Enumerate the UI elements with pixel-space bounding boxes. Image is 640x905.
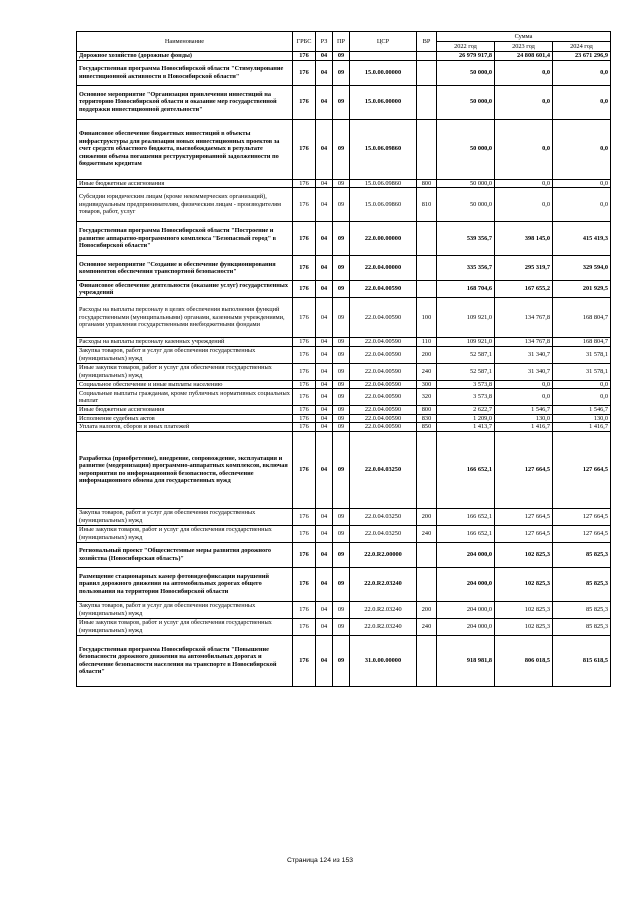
header-pr: ПР bbox=[333, 32, 350, 52]
table-row bbox=[77, 414, 611, 423]
row-amount-2024: 127 664,5 bbox=[553, 431, 611, 508]
row-amount-2024: 31 578,1 bbox=[553, 363, 611, 380]
row-grbs: 176 bbox=[293, 338, 316, 347]
row-csr: 15.0.06.09860 bbox=[350, 188, 417, 222]
row-amount-2024: 1 416,7 bbox=[553, 423, 611, 432]
row-pr: 09 bbox=[333, 601, 350, 618]
row-pr: 09 bbox=[333, 188, 350, 222]
row-csr: 15.0.06.09860 bbox=[350, 119, 417, 179]
row-amount-2022: 52 587,1 bbox=[437, 346, 495, 363]
row-name: Размещение стационарных камер фотовидеофиксации нарушений правил дорожного движения на автомобильных дорогах общего пользования на территории Новосибирской области bbox=[77, 567, 293, 601]
table-row bbox=[77, 188, 611, 222]
row-rz: 04 bbox=[316, 346, 333, 363]
table-row bbox=[77, 389, 611, 406]
row-amount-2024: 0,0 bbox=[553, 119, 611, 179]
row-amount-2023: 102 825,3 bbox=[495, 567, 553, 601]
row-grbs: 176 bbox=[293, 188, 316, 222]
table-row bbox=[77, 256, 611, 281]
row-amount-2023: 134 767,8 bbox=[495, 338, 553, 347]
header-csr: ЦСР bbox=[350, 32, 417, 52]
header-year-2022: 2022 год bbox=[437, 42, 495, 52]
row-csr: 22.0.R2.03240 bbox=[350, 601, 417, 618]
row-amount-2023: 0,0 bbox=[495, 119, 553, 179]
row-csr: 31.0.00.00000 bbox=[350, 635, 417, 686]
row-amount-2024: 127 664,5 bbox=[553, 508, 611, 525]
row-vr bbox=[417, 635, 437, 686]
row-amount-2023: 0,0 bbox=[495, 389, 553, 406]
table-row bbox=[77, 85, 611, 119]
row-grbs: 176 bbox=[293, 85, 316, 119]
row-pr: 09 bbox=[333, 179, 350, 188]
row-amount-2022: 26 979 917,8 bbox=[437, 52, 495, 61]
row-amount-2023: 127 664,5 bbox=[495, 525, 553, 542]
row-rz: 04 bbox=[316, 567, 333, 601]
row-amount-2022: 204 000,0 bbox=[437, 542, 495, 567]
row-vr bbox=[417, 52, 437, 61]
row-csr: 22.0.04.00000 bbox=[350, 256, 417, 281]
row-amount-2022: 50 000,0 bbox=[437, 60, 495, 85]
row-grbs: 176 bbox=[293, 389, 316, 406]
row-grbs: 176 bbox=[293, 52, 316, 61]
row-amount-2023: 102 825,3 bbox=[495, 601, 553, 618]
row-amount-2022: 3 573,8 bbox=[437, 389, 495, 406]
row-amount-2023: 0,0 bbox=[495, 85, 553, 119]
row-amount-2023: 1 416,7 bbox=[495, 423, 553, 432]
table-row bbox=[77, 406, 611, 415]
table-row bbox=[77, 119, 611, 179]
table-row bbox=[77, 431, 611, 508]
row-grbs: 176 bbox=[293, 60, 316, 85]
row-rz: 04 bbox=[316, 618, 333, 635]
row-amount-2023: 0,0 bbox=[495, 188, 553, 222]
row-amount-2023: 0,0 bbox=[495, 179, 553, 188]
row-amount-2022: 50 000,0 bbox=[437, 188, 495, 222]
row-pr: 09 bbox=[333, 60, 350, 85]
row-vr: 240 bbox=[417, 363, 437, 380]
row-amount-2024: 85 825,3 bbox=[553, 567, 611, 601]
row-vr bbox=[417, 85, 437, 119]
row-amount-2024: 415 419,3 bbox=[553, 222, 611, 256]
row-amount-2023: 1 546,7 bbox=[495, 406, 553, 415]
row-rz: 04 bbox=[316, 542, 333, 567]
row-grbs: 176 bbox=[293, 406, 316, 415]
row-vr: 320 bbox=[417, 389, 437, 406]
row-amount-2023: 398 145,0 bbox=[495, 222, 553, 256]
row-rz: 04 bbox=[316, 188, 333, 222]
row-name: Основное мероприятие "Создание и обеспечение функционирования компонентов обеспечения транспортной безопасности" bbox=[77, 256, 293, 281]
row-vr: 300 bbox=[417, 380, 437, 389]
row-csr: 22.0.04.00590 bbox=[350, 389, 417, 406]
row-amount-2022: 539 356,7 bbox=[437, 222, 495, 256]
table-row bbox=[77, 423, 611, 432]
row-pr: 09 bbox=[333, 423, 350, 432]
row-amount-2022: 1 209,0 bbox=[437, 414, 495, 423]
row-amount-2022: 168 704,6 bbox=[437, 281, 495, 298]
row-vr bbox=[417, 542, 437, 567]
row-grbs: 176 bbox=[293, 298, 316, 338]
table-row bbox=[77, 338, 611, 347]
row-pr: 09 bbox=[333, 406, 350, 415]
row-vr: 200 bbox=[417, 601, 437, 618]
row-pr: 09 bbox=[333, 389, 350, 406]
row-pr: 09 bbox=[333, 542, 350, 567]
row-csr: 22.0.R2.03240 bbox=[350, 618, 417, 635]
row-rz: 04 bbox=[316, 52, 333, 61]
table-row bbox=[77, 635, 611, 686]
budget-sheet bbox=[76, 31, 610, 687]
row-amount-2023: 0,0 bbox=[495, 60, 553, 85]
row-rz: 04 bbox=[316, 423, 333, 432]
row-amount-2024: 23 671 296,9 bbox=[553, 52, 611, 61]
row-pr: 09 bbox=[333, 508, 350, 525]
row-amount-2023: 127 664,5 bbox=[495, 508, 553, 525]
row-rz: 04 bbox=[316, 222, 333, 256]
row-name: Государственная программа Новосибирской области "Повышение безопасности дорожного движения на автомобильных дорогах и обеспечение безопасности населения на транспорте в Новосибирской области" bbox=[77, 635, 293, 686]
row-amount-2022: 50 000,0 bbox=[437, 119, 495, 179]
row-name: Финансовое обеспечение бюджетных инвестиций в объекты инфраструктуры для реализации новых инвестиционных проектов за счет средств областного бюджета, высвобождаемых в результате снижения объема погашения реструктурированной задолженности по бюджетным кредитам bbox=[77, 119, 293, 179]
row-amount-2023: 806 018,5 bbox=[495, 635, 553, 686]
table-row bbox=[77, 525, 611, 542]
row-rz: 04 bbox=[316, 338, 333, 347]
row-amount-2023: 130,0 bbox=[495, 414, 553, 423]
row-grbs: 176 bbox=[293, 431, 316, 508]
row-amount-2024: 168 804,7 bbox=[553, 338, 611, 347]
row-rz: 04 bbox=[316, 414, 333, 423]
row-amount-2022: 52 587,1 bbox=[437, 363, 495, 380]
row-amount-2023: 31 340,7 bbox=[495, 346, 553, 363]
row-amount-2024: 85 825,3 bbox=[553, 542, 611, 567]
row-grbs: 176 bbox=[293, 508, 316, 525]
row-vr bbox=[417, 222, 437, 256]
table-row bbox=[77, 281, 611, 298]
row-name: Закупка товаров, работ и услуг для обеспечения государственных (муниципальных) нужд bbox=[77, 346, 293, 363]
row-csr: 22.0.04.00590 bbox=[350, 363, 417, 380]
row-amount-2024: 0,0 bbox=[553, 380, 611, 389]
row-amount-2022: 204 000,0 bbox=[437, 567, 495, 601]
row-grbs: 176 bbox=[293, 363, 316, 380]
row-rz: 04 bbox=[316, 431, 333, 508]
row-grbs: 176 bbox=[293, 635, 316, 686]
row-pr: 09 bbox=[333, 85, 350, 119]
row-amount-2023: 295 319,7 bbox=[495, 256, 553, 281]
row-vr: 810 bbox=[417, 188, 437, 222]
row-vr: 800 bbox=[417, 406, 437, 415]
row-grbs: 176 bbox=[293, 179, 316, 188]
row-csr: 22.0.04.00590 bbox=[350, 380, 417, 389]
row-amount-2024: 0,0 bbox=[553, 85, 611, 119]
row-grbs: 176 bbox=[293, 567, 316, 601]
row-vr bbox=[417, 60, 437, 85]
row-amount-2023: 127 664,5 bbox=[495, 431, 553, 508]
row-grbs: 176 bbox=[293, 346, 316, 363]
row-amount-2022: 1 413,7 bbox=[437, 423, 495, 432]
row-amount-2024: 0,0 bbox=[553, 188, 611, 222]
table-row bbox=[77, 60, 611, 85]
row-amount-2022: 335 356,7 bbox=[437, 256, 495, 281]
header-row bbox=[77, 32, 611, 42]
table-row bbox=[77, 298, 611, 338]
row-name: Социальное обеспечение и иные выплаты населению bbox=[77, 380, 293, 389]
row-vr: 240 bbox=[417, 618, 437, 635]
row-name: Финансовое обеспечение деятельности (оказание услуг) государственных учреждений bbox=[77, 281, 293, 298]
row-vr: 850 bbox=[417, 423, 437, 432]
row-pr: 09 bbox=[333, 525, 350, 542]
row-pr: 09 bbox=[333, 222, 350, 256]
row-amount-2024: 1 546,7 bbox=[553, 406, 611, 415]
row-name: Расходы на выплаты персоналу казенных учреждений bbox=[77, 338, 293, 347]
row-csr: 22.0.04.00590 bbox=[350, 414, 417, 423]
table-row bbox=[77, 618, 611, 635]
row-csr: 22.0.R2.03240 bbox=[350, 567, 417, 601]
row-amount-2022: 204 000,0 bbox=[437, 618, 495, 635]
row-rz: 04 bbox=[316, 179, 333, 188]
row-name: Исполнение судебных актов bbox=[77, 414, 293, 423]
row-amount-2022: 166 652,1 bbox=[437, 431, 495, 508]
row-grbs: 176 bbox=[293, 414, 316, 423]
row-pr: 09 bbox=[333, 363, 350, 380]
row-pr: 09 bbox=[333, 346, 350, 363]
row-csr: 22.0.04.00590 bbox=[350, 423, 417, 432]
page-footer: Страница 124 из 153 bbox=[286, 857, 354, 864]
row-pr: 09 bbox=[333, 618, 350, 635]
row-name: Субсидии юридическим лицам (кроме некоммерческих организаций), индивидуальным предпринимателям, физическим лицам - производителям товаров, работ, услуг bbox=[77, 188, 293, 222]
row-vr bbox=[417, 256, 437, 281]
row-name: Расходы на выплаты персоналу в целях обеспечения выполнения функций государственными (муниципальными) органами, казенными учреждениями, органами управления государственными внебюджетными фондами bbox=[77, 298, 293, 338]
table-row bbox=[77, 380, 611, 389]
row-name: Иные бюджетные ассигнования bbox=[77, 179, 293, 188]
header-vr: ВР bbox=[417, 32, 437, 52]
row-amount-2024: 0,0 bbox=[553, 389, 611, 406]
row-rz: 04 bbox=[316, 380, 333, 389]
row-grbs: 176 bbox=[293, 601, 316, 618]
table-row bbox=[77, 363, 611, 380]
row-csr: 15.0.06.09860 bbox=[350, 179, 417, 188]
row-name: Иные закупки товаров, работ и услуг для обеспечения государственных (муниципальных) нужд bbox=[77, 363, 293, 380]
row-name: Государственная программа Новосибирской области "Построение и развитие аппаратно-программного комплекса "Безопасный город" в Новосибирской области" bbox=[77, 222, 293, 256]
row-amount-2023: 102 825,3 bbox=[495, 542, 553, 567]
row-amount-2022: 166 652,1 bbox=[437, 508, 495, 525]
row-rz: 04 bbox=[316, 635, 333, 686]
row-amount-2024: 201 929,5 bbox=[553, 281, 611, 298]
row-rz: 04 bbox=[316, 256, 333, 281]
row-grbs: 176 bbox=[293, 281, 316, 298]
row-amount-2024: 815 618,5 bbox=[553, 635, 611, 686]
row-vr: 200 bbox=[417, 508, 437, 525]
row-rz: 04 bbox=[316, 298, 333, 338]
table-row bbox=[77, 567, 611, 601]
row-csr: 22.0.04.00590 bbox=[350, 281, 417, 298]
row-pr: 09 bbox=[333, 431, 350, 508]
row-name: Региональный проект "Общесистемные меры развития дорожного хозяйства (Новосибирская область)" bbox=[77, 542, 293, 567]
row-rz: 04 bbox=[316, 389, 333, 406]
table-row bbox=[77, 508, 611, 525]
row-rz: 04 bbox=[316, 601, 333, 618]
row-pr: 09 bbox=[333, 119, 350, 179]
row-name: Основное мероприятие "Организация привлечения инвестиций на территорию Новосибирской области и оказание мер государственной поддержки инвестиционной деятельности" bbox=[77, 85, 293, 119]
row-amount-2022: 50 000,0 bbox=[437, 85, 495, 119]
row-csr: 22.0.R2.00000 bbox=[350, 542, 417, 567]
row-amount-2024: 0,0 bbox=[553, 179, 611, 188]
budget-table bbox=[76, 31, 611, 687]
row-name: Закупка товаров, работ и услуг для обеспечения государственных (муниципальных) нужд bbox=[77, 508, 293, 525]
row-rz: 04 bbox=[316, 119, 333, 179]
row-pr: 09 bbox=[333, 256, 350, 281]
row-pr: 09 bbox=[333, 567, 350, 601]
row-amount-2024: 85 825,3 bbox=[553, 618, 611, 635]
row-grbs: 176 bbox=[293, 423, 316, 432]
row-name: Закупка товаров, работ и услуг для обеспечения государственных (муниципальных) нужд bbox=[77, 601, 293, 618]
row-rz: 04 bbox=[316, 60, 333, 85]
row-amount-2024: 0,0 bbox=[553, 60, 611, 85]
row-csr: 22.0.04.03250 bbox=[350, 525, 417, 542]
header-sum: Сумма bbox=[437, 32, 611, 42]
row-pr: 09 bbox=[333, 380, 350, 389]
row-amount-2022: 50 000,0 bbox=[437, 179, 495, 188]
row-rz: 04 bbox=[316, 281, 333, 298]
table-row bbox=[77, 346, 611, 363]
row-amount-2022: 109 921,0 bbox=[437, 298, 495, 338]
table-row bbox=[77, 542, 611, 567]
row-name: Разработка (приобретение), внедрение, сопровождение, эксплуатация и развитие (модернизация) программно-аппаратных комплексов, включая мероприятия по информационной безопасности, обеспечение информационного обмена для государственных нужд bbox=[77, 431, 293, 508]
row-rz: 04 bbox=[316, 85, 333, 119]
row-amount-2022: 3 573,8 bbox=[437, 380, 495, 389]
row-csr: 22.0.04.03250 bbox=[350, 431, 417, 508]
table-body bbox=[77, 32, 611, 687]
row-name: Иные закупки товаров, работ и услуг для обеспечения государственных (муниципальных) нужд bbox=[77, 618, 293, 635]
row-amount-2022: 109 921,0 bbox=[437, 338, 495, 347]
row-csr: 15.0.06.00000 bbox=[350, 85, 417, 119]
row-grbs: 176 bbox=[293, 256, 316, 281]
row-rz: 04 bbox=[316, 406, 333, 415]
row-csr: 22.0.04.00590 bbox=[350, 298, 417, 338]
row-vr bbox=[417, 119, 437, 179]
row-vr: 100 bbox=[417, 298, 437, 338]
row-pr: 09 bbox=[333, 635, 350, 686]
row-pr: 09 bbox=[333, 338, 350, 347]
row-amount-2023: 102 825,3 bbox=[495, 618, 553, 635]
row-vr: 240 bbox=[417, 525, 437, 542]
row-pr: 09 bbox=[333, 414, 350, 423]
row-grbs: 176 bbox=[293, 222, 316, 256]
row-vr: 830 bbox=[417, 414, 437, 423]
table-row bbox=[77, 179, 611, 188]
row-amount-2022: 2 622,7 bbox=[437, 406, 495, 415]
row-csr: 22.0.04.00590 bbox=[350, 406, 417, 415]
row-name: Иные закупки товаров, работ и услуг для обеспечения государственных (муниципальных) нужд bbox=[77, 525, 293, 542]
row-vr bbox=[417, 567, 437, 601]
row-name: Иные бюджетные ассигнования bbox=[77, 406, 293, 415]
row-amount-2024: 85 825,3 bbox=[553, 601, 611, 618]
row-rz: 04 bbox=[316, 363, 333, 380]
row-name: Дорожное хозяйство (дорожные фонды) bbox=[77, 52, 293, 61]
row-amount-2023: 167 655,2 bbox=[495, 281, 553, 298]
row-amount-2023: 31 340,7 bbox=[495, 363, 553, 380]
row-rz: 04 bbox=[316, 525, 333, 542]
row-amount-2024: 168 804,7 bbox=[553, 298, 611, 338]
row-csr bbox=[350, 52, 417, 61]
row-csr: 22.0.04.00590 bbox=[350, 338, 417, 347]
row-csr: 15.0.00.00000 bbox=[350, 60, 417, 85]
header-rz: РЗ bbox=[316, 32, 333, 52]
row-csr: 22.0.04.00590 bbox=[350, 346, 417, 363]
row-vr: 800 bbox=[417, 179, 437, 188]
row-name: Государственная программа Новосибирской области "Стимулирование инвестиционной активности в Новосибирской области" bbox=[77, 60, 293, 85]
row-pr: 09 bbox=[333, 298, 350, 338]
row-grbs: 176 bbox=[293, 618, 316, 635]
table-row bbox=[77, 222, 611, 256]
row-amount-2024: 127 664,5 bbox=[553, 525, 611, 542]
row-grbs: 176 bbox=[293, 119, 316, 179]
row-amount-2022: 918 981,8 bbox=[437, 635, 495, 686]
row-amount-2023: 24 808 601,4 bbox=[495, 52, 553, 61]
row-amount-2024: 31 578,1 bbox=[553, 346, 611, 363]
row-csr: 22.0.04.03250 bbox=[350, 508, 417, 525]
row-amount-2024: 329 594,0 bbox=[553, 256, 611, 281]
row-grbs: 176 bbox=[293, 525, 316, 542]
row-vr: 110 bbox=[417, 338, 437, 347]
header-year-2023: 2023 год bbox=[495, 42, 553, 52]
row-vr bbox=[417, 281, 437, 298]
header-name: Наименование bbox=[77, 32, 293, 52]
row-amount-2023: 134 767,8 bbox=[495, 298, 553, 338]
row-name: Уплата налогов, сборов и иных платежей bbox=[77, 423, 293, 432]
row-amount-2024: 130,0 bbox=[553, 414, 611, 423]
header-year-2024: 2024 год bbox=[553, 42, 611, 52]
row-pr: 09 bbox=[333, 281, 350, 298]
table-row bbox=[77, 52, 611, 61]
row-name: Социальные выплаты гражданам, кроме публичных нормативных социальных выплат bbox=[77, 389, 293, 406]
row-csr: 22.0.00.00000 bbox=[350, 222, 417, 256]
row-pr: 09 bbox=[333, 52, 350, 61]
row-amount-2023: 0,0 bbox=[495, 380, 553, 389]
header-grbs: ГРБС bbox=[293, 32, 316, 52]
row-vr bbox=[417, 431, 437, 508]
row-vr: 200 bbox=[417, 346, 437, 363]
table-row bbox=[77, 601, 611, 618]
row-rz: 04 bbox=[316, 508, 333, 525]
row-grbs: 176 bbox=[293, 380, 316, 389]
row-grbs: 176 bbox=[293, 542, 316, 567]
row-amount-2022: 166 652,1 bbox=[437, 525, 495, 542]
row-amount-2022: 204 000,0 bbox=[437, 601, 495, 618]
